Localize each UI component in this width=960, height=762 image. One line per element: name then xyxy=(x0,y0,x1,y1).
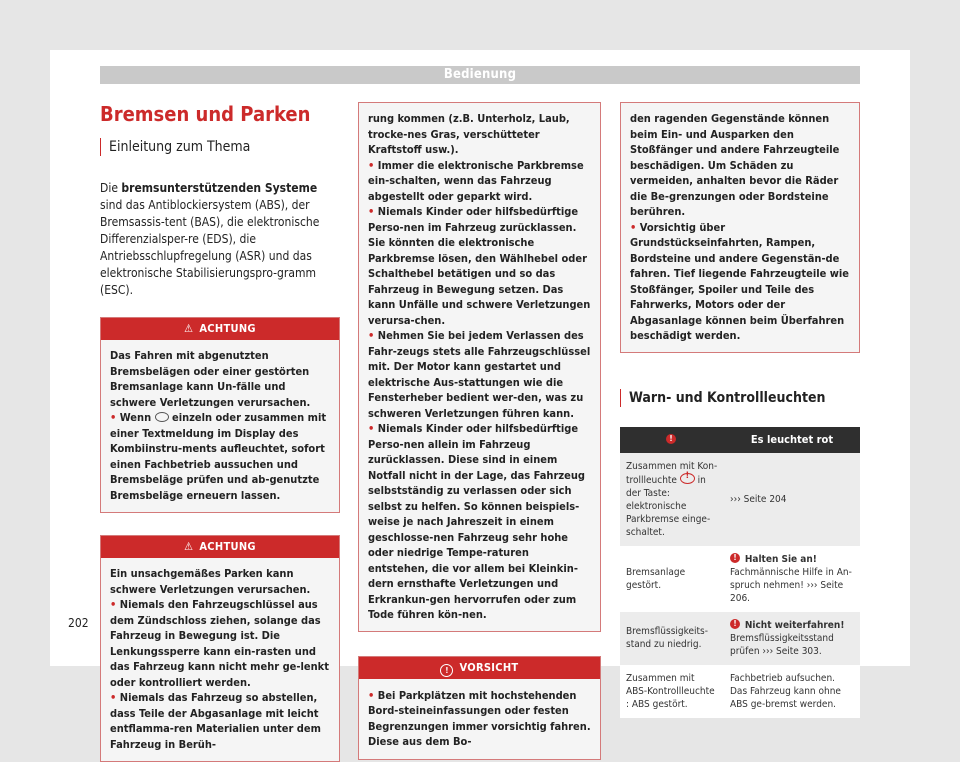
warning-bullet xyxy=(110,690,330,752)
table-cell xyxy=(724,546,860,612)
page-number: 202 xyxy=(68,616,89,630)
parking-brake-icon xyxy=(680,473,695,484)
table-cell: Bremsflüssigkeits-stand zu niedrig. xyxy=(620,612,724,665)
warning-label: ACHTUNG xyxy=(199,540,256,553)
warning-body xyxy=(101,340,339,512)
bullet-text: Vorsichtig über Grundstückseinfahrten, Rampen, Bordsteine und andere Gegenstän-de fahren. Tief liegende Fahrzeugteile wie Stoßfänger, Spoiler und Teile des Fahrwerks, Motors oder der Abgasanlage können beim Überfahren beschädigt werden. xyxy=(630,220,850,342)
warning-bullet xyxy=(110,597,330,690)
warning-bullet xyxy=(368,421,591,623)
warning-triangle-icon: ⚠ xyxy=(184,322,194,335)
warning-lights-table xyxy=(620,427,860,718)
bullet-text: Niemals Kinder oder hilfsbedürftige Perso-nen im Fahrzeug zurücklassen. Sie könnten die elektronische Parkbremse lösen, den Wählhebel oder Schalthebel betätigen und so das Fahrzeug in Bewegung setzen. Das kann Unfälle und schwere Verletzungen verursa-chen. xyxy=(368,205,591,327)
table-cell xyxy=(724,453,860,546)
warning-triangle-icon: ⚠ xyxy=(184,540,194,553)
caution-label: VORSICHT xyxy=(459,660,519,674)
column-1 xyxy=(100,102,340,762)
cell-text: Fachmännische Hilfe in An-spruch nehmen! ››› Seite 206. xyxy=(730,566,852,604)
table-cell: Fachbetrieb aufsuchen. Das Fahrzeug kann ohne ABS ge-bremst werden. xyxy=(724,665,860,718)
section-heading: Warn- und Kontrollleuchten xyxy=(620,389,860,407)
warning-bullet xyxy=(110,410,330,503)
warning-continuation xyxy=(358,102,601,632)
bullet-text: Niemals das Fahrzeug so abstellen, dass Teile der Abgasanlage mit leicht entflamma-ren Materialien unter dem Fahrzeug in Berüh- xyxy=(110,691,321,751)
bullet-text: Immer die elektronische Parkbremse ein-schalten, wenn das Fahrzeug abgestellt oder geparkt wird. xyxy=(368,158,584,203)
warning-text: Das Fahren mit abgenutzten Bremsbelägen oder einer gestörten Bremsanlage kann Un-fälle und schwere Verletzungen verursachen. xyxy=(110,349,311,409)
bullet-icon: • xyxy=(110,598,120,611)
bullet-icon: • xyxy=(368,205,378,218)
warning-bullet xyxy=(368,204,591,328)
column-3 xyxy=(620,102,860,718)
intro-text-start: Die xyxy=(100,181,122,195)
warning-bullet xyxy=(368,158,591,205)
warning-header xyxy=(101,536,339,558)
table-row xyxy=(620,546,860,612)
warning-text: Ein unsachgemäßes Parken kann schwere Verletzungen verursachen. xyxy=(110,567,311,596)
warning-body xyxy=(101,558,339,761)
table-row xyxy=(620,612,860,665)
table-cell: Zusammen mit ABS-Kontrollleuchte : ABS gestört. xyxy=(620,665,724,718)
intro-paragraph xyxy=(100,180,340,299)
bullet-text-start: Wenn xyxy=(119,411,155,424)
bullet-text: Bei Parkplätzen mit hochstehenden Bord-steineinfassungen oder festen Begrenzungen immer vorsichtig fahren. Diese aus dem Bo- xyxy=(368,688,591,748)
bullet-icon: • xyxy=(110,691,120,704)
continuation-text: den ragenden Gegenstände können beim Ein- und Ausparken den Stoßfänger und andere Fahrzeugteile beschädigen. Um Schäden zu vermeiden, anhalten bevor die Räder die Be-grenzungen oder Bordsteine berühren. xyxy=(630,112,840,218)
warning-bullet xyxy=(368,328,591,421)
cell-bold-text: Halten Sie an! xyxy=(744,553,817,565)
column-2 xyxy=(358,102,601,760)
bullet-icon: • xyxy=(368,158,378,172)
table-row xyxy=(620,665,860,718)
caution-continuation xyxy=(620,102,860,353)
bullet-text-end: einzeln oder zusammen mit einer Textmeldung im Display des Kombiinstru-ments aufleuchtet, sofort einen Fachbetrieb aussuchen und Bremsbeläge prüfen und ab-genutzte Bremsbeläge erneuern lassen. xyxy=(110,411,327,502)
stop-icon xyxy=(730,553,740,563)
bullet-icon: • xyxy=(368,422,378,435)
warning-box-2 xyxy=(100,535,340,762)
brake-pad-icon xyxy=(155,412,169,422)
warning-header xyxy=(101,318,339,340)
table-cell xyxy=(620,453,724,546)
page-header: Bedienung xyxy=(100,66,860,84)
bullet-text: Nehmen Sie bei jedem Verlassen des Fahr-zeugs stets alle Fahrzeugschlüssel mit. Der Motor kann gestartet und elektrische Aus-stattungen wie die Fensterheber bedient wer-den, was zu schweren Verletzungen führen kann. xyxy=(368,329,591,420)
table-row xyxy=(620,453,860,546)
bullet-icon: • xyxy=(630,220,640,234)
caution-bullet xyxy=(630,220,850,344)
stop-icon xyxy=(730,619,740,629)
bullet-text: Niemals den Fahrzeugschlüssel aus dem Zündschloss ziehen, solange das Fahrzeug in Bewegung ist. Die Lenkungssperre kann ein-rasten und das Fahrzeug kann nicht mehr ge-lenkt oder kontrolliert werden. xyxy=(110,598,329,689)
table-header-icon-cell xyxy=(620,427,724,453)
bullet-icon: • xyxy=(368,688,378,702)
bullet-text: Niemals Kinder oder hilfsbedürftige Perso-nen allein im Fahrzeug zurücklassen. Diese sind in einem Notfall nicht in der Lage, das Fahrzeug selbstständig zu verlassen oder sich selbst zu helfen. So können beispiels-weise je nach Jahreszeit in einem geschlosse-nen Fahrzeug sehr hohe oder niedrige Tempe-raturen entstehen, die vor allem bei Kleinkin-dern ernsthafte Verletzungen und Erkrankun-gen hervorrufen oder zum Tode führen kön-nen. xyxy=(368,422,585,621)
warning-box-1 xyxy=(100,317,340,513)
caution-body xyxy=(359,679,600,759)
table-cell: Bremsanlage gestört. xyxy=(620,546,724,612)
bullet-icon: • xyxy=(368,329,378,342)
cell-bold-text: Nicht weiterfahren! xyxy=(744,619,845,631)
brake-warning-icon xyxy=(666,434,676,444)
cell-text-end: in der Taste: elektronische Parkbremse einge-schaltet. xyxy=(626,474,711,538)
cell-text: Bremsflüssigkeitsstand prüfen ››› Seite 303. xyxy=(730,632,834,657)
continuation-text: rung kommen (z.B. Unterholz, Laub, trocke-nes Gras, verschütteter Kraftstoff usw.). xyxy=(368,112,570,156)
caution-header xyxy=(359,657,600,679)
info-circle-icon: ! xyxy=(440,664,453,677)
table-cell xyxy=(724,612,860,665)
bullet-icon: • xyxy=(110,411,120,424)
caution-bullet xyxy=(368,688,591,750)
page-reference-link[interactable]: ››› Seite 204 xyxy=(730,493,787,505)
intro-text-end: sind das Antiblockiersystem (ABS), der Bremsassis-tent (BAS), die elektronische Differenzialsper-re (EDS), die Antriebsschlupfregelung (ASR) und das elektronische Stabilisierungspro-gramm (ESC). xyxy=(100,198,320,297)
cell-text-start: Zusammen mit Kon-trollleuchte xyxy=(626,460,718,486)
section-subtitle: Einleitung zum Thema xyxy=(100,138,340,156)
intro-bold: bremsunterstützenden Systeme xyxy=(121,181,318,195)
table-header: Es leuchtet rot xyxy=(724,427,860,453)
warning-label: ACHTUNG xyxy=(199,322,256,335)
page-title: Bremsen und Parken xyxy=(100,102,311,126)
